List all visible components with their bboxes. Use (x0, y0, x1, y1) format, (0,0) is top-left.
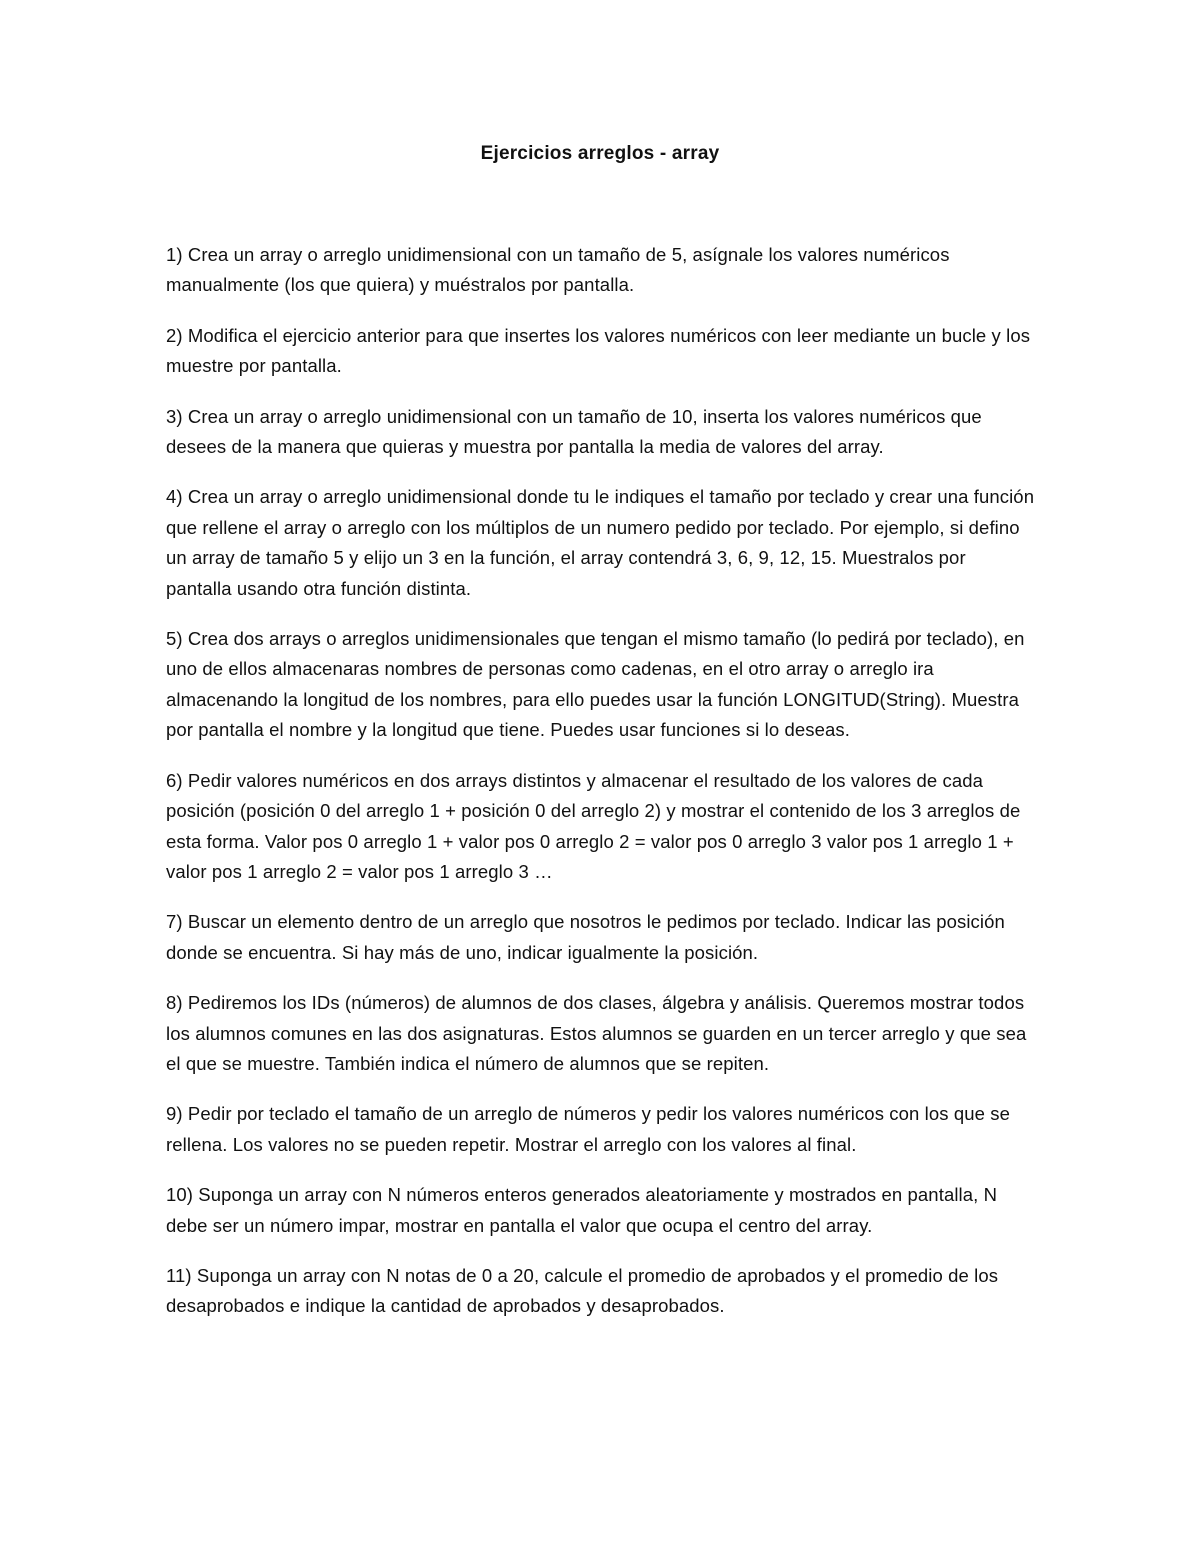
exercise-4: 4) Crea un array o arreglo unidimensional donde tu le indiques el tamaño por teclado y crear una función que rellene el array o arreglo con los múltiplos de un numero pedido por teclado. Por ejemplo, si defino un array de tamaño 5 y elijo un 3 en la función, el array contendrá 3, 6, 9, 12, 15. Muestralos por pantalla usando otra función distinta. (166, 486, 1035, 599)
exercise-2: 2) Modifica el ejercicio anterior para que insertes los valores numéricos con leer mediante un bucle y los muestre por pantalla. (166, 324, 1031, 377)
exercise-11: 11) Suponga un array con N notas de 0 a 20, calcule el promedio de aprobados y el promedio de los desaprobados e indique la cantidad de aprobados y desaprobados. (166, 1264, 999, 1317)
exercise-3: 3) Crea un array o arreglo unidimensional con un tamaño de 10, inserta los valores numéricos que desees de la manera que quieras y muestra por pantalla la media de valores del array. (166, 405, 982, 458)
exercise-7: 7) Buscar un elemento dentro de un arreglo que nosotros le pedimos por teclado. Indicar las posición donde se encuentra. Si hay más de uno, indicar igualmente la posición. (166, 911, 1005, 963)
exercise-list (166, 240, 1036, 1342)
exercise-6: 6) Pedir valores numéricos en dos arrays distintos y almacenar el resultado de los valores de cada posición (posición 0 del arreglo 1 + posición 0 del arreglo 2) y mostrar el contenido de los 3 arreglos de esta forma. Valor pos 0 arreglo 1 + valor pos 0 arreglo 2 = valor pos 0 arreglo 3 valor pos 1 arreglo 1 + valor pos 1 arreglo 2 = valor pos 1 arreglo 3 … (166, 769, 1021, 882)
exercise-8: 8) Pediremos los IDs (números) de alumnos de dos clases, álgebra y análisis. Queremos mostrar todos los alumnos comunes en las dos asignaturas. Estos alumnos se guarden en un tercer arreglo y que sea el que se muestre. También indica el número de alumnos que se repiten. (166, 992, 1027, 1074)
exercise-9: 9) Pedir por teclado el tamaño de un arreglo de números y pedir los valores numéricos con los que se rellena. Los valores no se pueden repetir. Mostrar el arreglo con los valores al final. (166, 1103, 1010, 1155)
exercise-5: 5) Crea dos arrays o arreglos unidimensionales que tengan el mismo tamaño (lo pedirá por teclado), en uno de ellos almacenaras nombres de personas como cadenas, en el otro array o arreglo ira almacenando la longitud de los nombres, para ello puedes usar la función LONGITUD(String). Muestra por pantalla el nombre y la longitud que tiene. Puedes usar funciones si lo deseas. (166, 628, 1025, 741)
document-title: Ejercicios arreglos - array (480, 143, 720, 164)
exercise-1: 1) Crea un array o arreglo unidimensional con un tamaño de 5, asígnale los valores numéricos manualmente (los que quiera) y muéstralos por pantalla. (166, 244, 950, 296)
exercise-10: 10) Suponga un array con N números enteros generados aleatoriamente y mostrados en pantalla, N debe ser un número impar, mostrar en pantalla el valor que ocupa el centro del array. (166, 1184, 998, 1236)
